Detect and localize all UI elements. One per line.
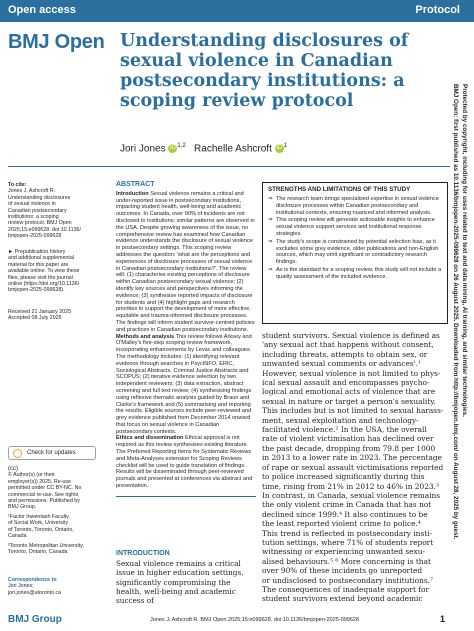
article-title: Understanding disclosures of sexual violence in Canadian postsecondary institutions: a scoping review protocol (120, 31, 409, 111)
body-line: alised behaviours.⁵ ⁶ More concerning is that (262, 556, 431, 566)
introduction-section (116, 550, 258, 605)
body-line: in 2013 to a lower rate in 2023. The percentage (262, 453, 442, 463)
strengths-heading: STRENGTHS AND LIMITATIONS OF THIS STUDY (268, 186, 411, 193)
body-line: witnessing or experiencing unwanted sexu- (262, 547, 425, 557)
cite-line: of sexual violence in (8, 201, 56, 208)
body-line: unwanted sexual comments or advances'.¹ (262, 359, 421, 369)
introduction-text: Sexual violence remains a critical issue in higher education settings, significantly compromising the health, well-being and academic success of (116, 559, 244, 606)
introduction-heading: INTRODUCTION (116, 550, 170, 557)
side-notice-line[interactable]: BMJ Open: first published as 10.1136/bmjopen-2025-099628 on 26 August 2025. Downloaded from http://bmjopen.bmj.com/ on August 28, 2025 by guest. (452, 84, 459, 540)
correspondence-name: Jori Jones; (8, 583, 34, 590)
cite-line: Canadian postsecondary (8, 207, 67, 214)
affiliation-marker: 1,2 (177, 143, 186, 149)
license-line: © Author(s) (or their (8, 472, 55, 479)
strength-text: The study's scope is constrained by potential selection bias, as it excludes some grey evidence, older publications and non-English sources, which may omit significant or contradictory research findings. (276, 238, 439, 266)
abstract-introduction (116, 191, 256, 334)
body-line: This trend is reflected in postsecondary insti- (262, 528, 433, 538)
affiliation-line: of Social Work, University (8, 520, 69, 527)
body-text-column (262, 331, 452, 604)
body-line: The consequences of inadequate support for (262, 584, 430, 594)
arrow-icon: ⇒ (268, 217, 273, 224)
abstract-intro-label: Introduction (116, 190, 149, 197)
page-number: 1 (440, 614, 446, 624)
prepublication-note (8, 249, 108, 294)
abstract-methods-label: Methods and analysis (116, 333, 175, 340)
cite-label: To cite: (8, 182, 27, 188)
license-line: commercial re-use. See rights (8, 491, 79, 498)
body-line: the only violent crime in Canada that has not (262, 500, 432, 510)
correspondence-email[interactable]: jori.jones@utoronto.ca (8, 589, 62, 596)
refresh-icon (13, 449, 22, 458)
body-line: However, sexual violence is not limited to phys- (262, 368, 441, 378)
prepub-link[interactable]: online (https://doi.org/10.1136/ (8, 281, 80, 288)
received-date: Received 21 January 2025 (8, 309, 72, 315)
cite-line: Understanding disclosures (8, 194, 71, 201)
strengths-limitations-box (262, 182, 448, 324)
citation-block (8, 182, 108, 240)
abstract-intro-text: Sexual violence remains a critical and under-reported issue in postsecondary institutions, impacting student health, well-being and academic outcomes. In Canada, over 90% of incidents are not disclosed to institutions; similar patterns are observed in the USA. Despite growing awareness of the issue, no comprehensive review has examined how Canadian evidence understands the disclosure of sexual violence in postsecondary settings. This scoping review addresses the question: 'what are the perceptions and experiences of disclosure processes of sexual violence in Canadian postsecondary institutions?'. The review will: (1) characterise existing perceptions of disclosure within Canadian postsecondary sexual violence; (2) identify key sources and perspectives informing the evidence; (3) synthesise reported impacts of disclosure for students and (4) highlight gaps and research priorities to support the development of more effective, equitable and trauma-informed disclosure processes. The findings will inform student survivor-centred policies and practices in Canadian postsecondary institutions. (116, 190, 255, 333)
body-line: ical sexual assault and encompasses psycho- (262, 378, 430, 388)
check-for-updates-button[interactable] (8, 446, 96, 460)
body-line: In contrast, in Canada, sexual violence remains (262, 490, 441, 500)
strength-item (268, 217, 442, 237)
body-line: student survivors extend beyond academic (262, 594, 423, 604)
license-line: BMJ Group. (8, 504, 37, 511)
cite-line[interactable]: 2025;15:e099628. doi:10.1136/ (8, 226, 81, 233)
body-line: declined since 1999.⁴ It also continues to be (262, 509, 428, 519)
strength-text: As is the standard for a scoping review, this study will not include a quality assessment of the included evidence. (276, 266, 442, 280)
body-line: 'any sexual act that happens without consent, (262, 340, 434, 350)
open-access-label: Open access (8, 4, 76, 16)
affiliation-line: ²Toronto Metropolitan University, (8, 542, 84, 549)
license-block (8, 466, 108, 511)
abstract-ethics-text: Ethical approval is not required as this review synthesises existing literature. The Preferred Reporting Items for Systematic Reviews and Meta-Analyses extension for Scoping Reviews checklist will be used to guide translation of findings. Results will be disseminated through peer-reviewed journals and presented at conferences via abstract and presentation. (116, 435, 253, 490)
article-type-label: Protocol (415, 4, 460, 16)
prepub-line: ► Prepublication history (8, 249, 66, 255)
affiliation-line: Toronto, Ontario, Canada (8, 549, 68, 556)
abstract-ethics (116, 435, 256, 489)
journal-logo: BMJ Open (8, 31, 105, 53)
arrow-icon: ⇒ (268, 266, 273, 273)
license-line: permitted under CC BY-NC. No (8, 485, 82, 492)
license-line: employer(s)) 2025. Re-use (8, 478, 71, 485)
abstract-ethics-label: Ethics and dissemination (116, 435, 184, 442)
accepted-date: Accepted 08 July 2025 (8, 315, 62, 322)
body-line: the past decade, dropping from 79.8 per 1000 (262, 443, 436, 453)
body-line: the least reported violent crime to police.⁴ (262, 519, 421, 529)
body-line: of rape or sexual assault victimisations reported (262, 462, 444, 472)
body-line: to police increased significantly during this (262, 472, 425, 482)
cite-text (8, 188, 108, 239)
strength-text: This scoping review will generate actionable insights to enhance sexual violence support services and institutional response strategies. (276, 217, 435, 237)
body-line: over 90% of these incidents go unreported (262, 566, 423, 576)
prepub-line: files, please visit the journal (8, 274, 73, 281)
prepub-line: material for this paper are (8, 261, 69, 268)
arrow-icon: ⇒ (268, 238, 273, 245)
prepub-link[interactable]: bmjopen-2025-099628). (8, 287, 65, 294)
body-line: or undisclosed to postsecondary institutions.⁷ (262, 575, 433, 585)
orcid-icon[interactable]: iD (170, 145, 176, 152)
cite-line: institutions: a scoping (8, 214, 59, 221)
top-banner (0, 0, 474, 22)
correspondence-label: Correspondence to (8, 577, 57, 583)
correspondence-block (8, 577, 108, 596)
footer-citation: Jones J, Ashcroft R. BMJ Open 2025;15:e099628. doi:10.1136/bmjopen-2025-099628 (150, 617, 360, 623)
body-line: sexual in nature or target a person's sexuality. (262, 396, 436, 406)
body-line: including threats, attempts to obtain sex, or (262, 349, 428, 359)
license-line: and permissions. Published by (8, 498, 80, 505)
prepub-line: and additional supplemental (8, 255, 74, 262)
affiliation-line: Canada (8, 533, 27, 540)
affiliations-block (8, 514, 108, 555)
strength-item (268, 267, 442, 281)
abstract-body (116, 191, 256, 497)
prepub-line: available online. To view these (8, 268, 80, 275)
body-line: facilitated violence.² In the USA, the overall (262, 425, 427, 435)
body-line: student survivors. Sexual violence is defined as (262, 331, 440, 340)
body-line: tution settings, where 71% of students report (262, 537, 434, 547)
side-notice-line: Protected by copyright, including for uses related to text and data mining, AI training, and similar technologies. (461, 84, 468, 417)
orcid-icon[interactable]: iD (276, 145, 282, 152)
body-line: This includes but is not limited to sexual harass- (262, 406, 444, 416)
cite-line[interactable]: bmjopen-2025-099628 (8, 233, 62, 240)
check-updates-label: Check for updates (27, 450, 76, 456)
author-list (120, 143, 287, 154)
body-line: ment, sexual exploitation and technology- (262, 415, 419, 425)
affiliation-marker: 1 (283, 143, 287, 149)
strength-text: The research team brings specialised expertise in sexual violence disclosure processes within Canadian postsecondary and institutional contexts, ensuring nuanced and informed analysis. (276, 196, 439, 216)
cite-line: Jones J, Ashcroft R. (8, 188, 56, 195)
author-name[interactable]: Jori Jones (120, 143, 166, 155)
title-divider (8, 166, 450, 167)
cc-icon: (cc) (8, 466, 18, 472)
abstract-heading: ABSTRACT (116, 181, 155, 188)
side-publication-notice (452, 84, 474, 604)
cite-line: review protocol. BMJ Open (8, 220, 72, 227)
abstract-methods (116, 334, 256, 436)
body-line: time, rising from 21% in 2012 to 46% in 2023.³ (262, 481, 439, 491)
affiliation-line: of Toronto, Toronto, Ontario, (8, 526, 74, 533)
abstract-section (116, 182, 256, 497)
author-name[interactable]: Rachelle Ashcroft (194, 143, 272, 155)
body-line: logical and emotional acts of violence that are (262, 387, 436, 397)
affiliation-line: ¹Factor Inwentash Faculty (8, 514, 69, 520)
strength-item (268, 196, 442, 216)
abstract-methods-text: This review follows Arksey and O'Malley's five-step scoping review framework, incorporating enhancements by Levac and colleagues. The methodology includes: (1) identifying relevant evidence through searches in PsycINFO, ERIC, Sociological Abstracts, Criminal Justice Abstracts and SCOPUS; (2) iterative evidence selection by two independent reviewers; (3) data extraction, abstract screening and full text review; (4) synthesising findings using reflexive thematic analysis guided by Braun and Clarke's framework and (5) summarising and reporting the results. Eligible sources include peer-reviewed and grey evidence published from December 2014 onward that focus on sexual violence in Canadian postsecondary contexts. (116, 333, 252, 435)
strength-item (268, 239, 442, 266)
dates-block (8, 309, 108, 322)
bmj-group-logo: BMJ Group (8, 614, 62, 625)
body-line: rate of violent victimisation has declined over (262, 434, 434, 444)
arrow-icon: ⇒ (268, 196, 273, 202)
